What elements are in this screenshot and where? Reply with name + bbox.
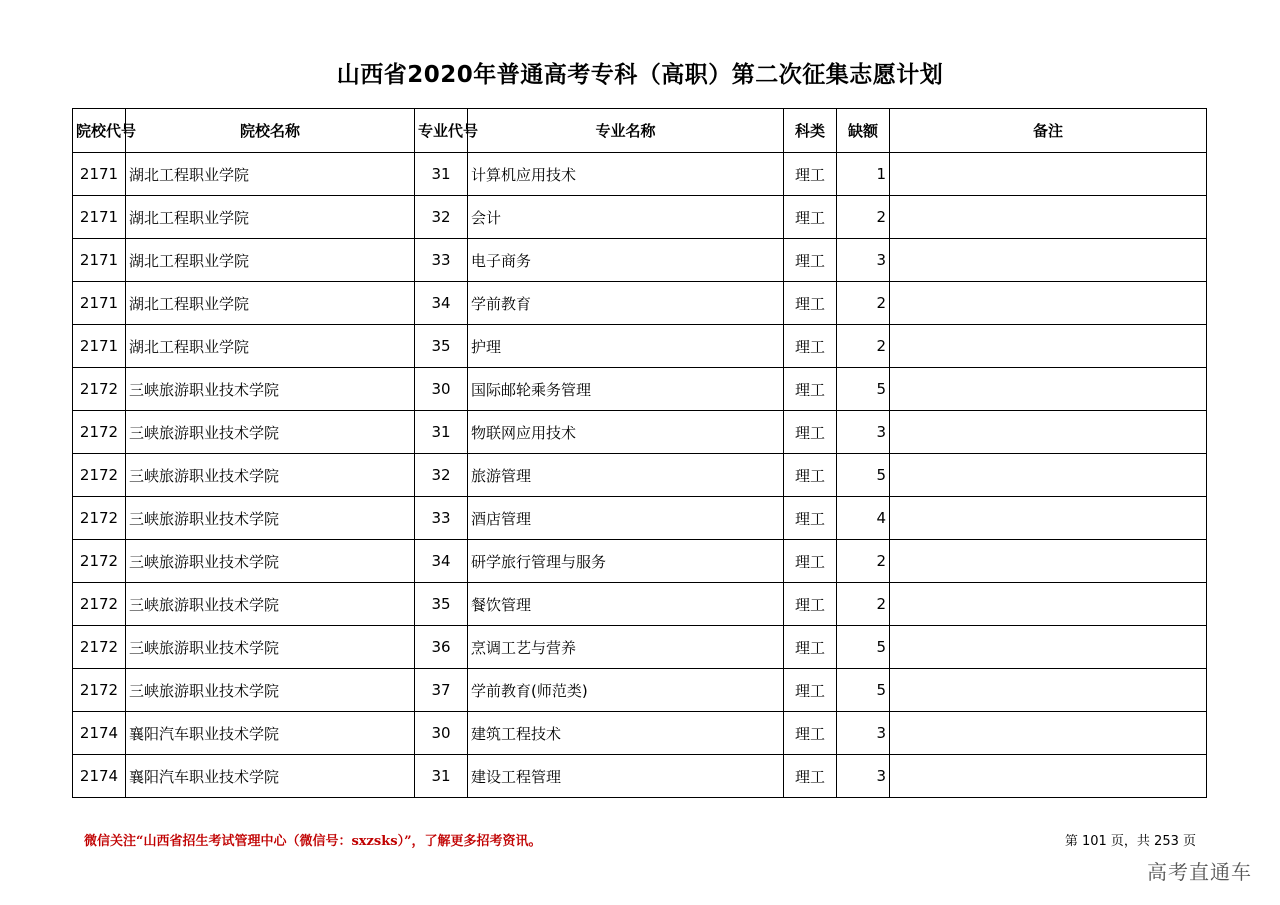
table-row xyxy=(73,669,1207,712)
table-header-row xyxy=(73,109,1207,153)
cell-vacancy: 2 xyxy=(837,583,890,626)
cell-major-code: 33 xyxy=(415,239,468,282)
cell-vacancy: 3 xyxy=(837,755,890,798)
cell-remarks xyxy=(890,454,1207,497)
cell-category: 理工 xyxy=(784,540,837,583)
cell-vacancy: 2 xyxy=(837,196,890,239)
table-row xyxy=(73,411,1207,454)
cell-category: 理工 xyxy=(784,368,837,411)
cell-remarks xyxy=(890,196,1207,239)
table-row xyxy=(73,282,1207,325)
cell-school-name: 襄阳汽车职业技术学院 xyxy=(126,755,415,798)
cell-major-code: 30 xyxy=(415,712,468,755)
cell-major-name: 会计 xyxy=(468,196,784,239)
cell-remarks xyxy=(890,239,1207,282)
cell-remarks xyxy=(890,669,1207,712)
page-title: 山西省2020年普通高考专科（高职）第二次征集志愿计划 xyxy=(336,62,944,88)
cell-school-name: 三峡旅游职业技术学院 xyxy=(126,583,415,626)
table-row xyxy=(73,239,1207,282)
cell-school-code: 2172 xyxy=(73,626,126,669)
wechat-notice: 微信关注“山西省招生考试管理中心（微信号：sxzsks）”，了解更多招考资讯。 xyxy=(84,834,542,849)
header-school-code: 院校代号 xyxy=(73,109,126,153)
cell-school-code: 2171 xyxy=(73,196,126,239)
cell-major-code: 37 xyxy=(415,669,468,712)
cell-category: 理工 xyxy=(784,669,837,712)
cell-major-name: 烹调工艺与营养 xyxy=(468,626,784,669)
cell-category: 理工 xyxy=(784,755,837,798)
cell-vacancy: 5 xyxy=(837,626,890,669)
cell-remarks xyxy=(890,755,1207,798)
cell-school-code: 2174 xyxy=(73,755,126,798)
cell-remarks xyxy=(890,583,1207,626)
cell-school-code: 2172 xyxy=(73,368,126,411)
cell-school-code: 2174 xyxy=(73,712,126,755)
cell-remarks xyxy=(890,411,1207,454)
watermark: 高考直通车 xyxy=(1147,860,1252,884)
cell-major-name: 建设工程管理 xyxy=(468,755,784,798)
cell-vacancy: 2 xyxy=(837,325,890,368)
cell-category: 理工 xyxy=(784,411,837,454)
cell-remarks xyxy=(890,325,1207,368)
cell-school-name: 湖北工程职业学院 xyxy=(126,196,415,239)
cell-school-code: 2172 xyxy=(73,583,126,626)
cell-school-code: 2171 xyxy=(73,153,126,196)
cell-major-code: 31 xyxy=(415,755,468,798)
table-row xyxy=(73,540,1207,583)
cell-school-name: 湖北工程职业学院 xyxy=(126,325,415,368)
cell-school-name: 湖北工程职业学院 xyxy=(126,153,415,196)
table-row xyxy=(73,583,1207,626)
cell-school-code: 2171 xyxy=(73,282,126,325)
table-row xyxy=(73,153,1207,196)
cell-major-name: 餐饮管理 xyxy=(468,583,784,626)
cell-school-name: 湖北工程职业学院 xyxy=(126,282,415,325)
cell-major-code: 36 xyxy=(415,626,468,669)
cell-school-code: 2171 xyxy=(73,239,126,282)
cell-major-code: 31 xyxy=(415,411,468,454)
cell-major-name: 旅游管理 xyxy=(468,454,784,497)
cell-major-name: 学前教育 xyxy=(468,282,784,325)
cell-major-name: 计算机应用技术 xyxy=(468,153,784,196)
page-info: 第 101 页，共 253 页 xyxy=(1064,834,1196,849)
cell-remarks xyxy=(890,497,1207,540)
cell-major-name: 建筑工程技术 xyxy=(468,712,784,755)
cell-category: 理工 xyxy=(784,626,837,669)
cell-major-name: 国际邮轮乘务管理 xyxy=(468,368,784,411)
cell-vacancy: 5 xyxy=(837,368,890,411)
table-row xyxy=(73,325,1207,368)
cell-major-name: 学前教育(师范类) xyxy=(468,669,784,712)
cell-major-code: 30 xyxy=(415,368,468,411)
cell-school-name: 三峡旅游职业技术学院 xyxy=(126,368,415,411)
cell-vacancy: 3 xyxy=(837,411,890,454)
cell-remarks xyxy=(890,540,1207,583)
cell-school-name: 三峡旅游职业技术学院 xyxy=(126,626,415,669)
cell-category: 理工 xyxy=(784,153,837,196)
cell-school-name: 三峡旅游职业技术学院 xyxy=(126,540,415,583)
cell-major-code: 31 xyxy=(415,153,468,196)
header-major-name: 专业名称 xyxy=(468,109,784,153)
header-vacancy: 缺额 xyxy=(837,109,890,153)
cell-major-code: 34 xyxy=(415,540,468,583)
cell-major-code: 33 xyxy=(415,497,468,540)
table-row xyxy=(73,755,1207,798)
cell-vacancy: 4 xyxy=(837,497,890,540)
cell-remarks xyxy=(890,368,1207,411)
cell-major-code: 35 xyxy=(415,325,468,368)
header-remarks: 备注 xyxy=(890,109,1207,153)
cell-major-name: 电子商务 xyxy=(468,239,784,282)
table-row xyxy=(73,454,1207,497)
cell-category: 理工 xyxy=(784,497,837,540)
cell-category: 理工 xyxy=(784,196,837,239)
cell-category: 理工 xyxy=(784,239,837,282)
cell-major-code: 32 xyxy=(415,196,468,239)
cell-school-name: 三峡旅游职业技术学院 xyxy=(126,669,415,712)
enrollment-plan-table xyxy=(72,108,1207,798)
cell-school-code: 2171 xyxy=(73,325,126,368)
cell-major-code: 32 xyxy=(415,454,468,497)
cell-school-code: 2172 xyxy=(73,411,126,454)
cell-school-name: 襄阳汽车职业技术学院 xyxy=(126,712,415,755)
cell-school-code: 2172 xyxy=(73,669,126,712)
cell-major-name: 研学旅行管理与服务 xyxy=(468,540,784,583)
cell-vacancy: 3 xyxy=(837,239,890,282)
cell-remarks xyxy=(890,153,1207,196)
cell-school-name: 三峡旅游职业技术学院 xyxy=(126,454,415,497)
cell-category: 理工 xyxy=(784,325,837,368)
cell-major-code: 34 xyxy=(415,282,468,325)
table-row xyxy=(73,196,1207,239)
cell-school-code: 2172 xyxy=(73,454,126,497)
header-major-code: 专业代号 xyxy=(415,109,468,153)
cell-school-name: 三峡旅游职业技术学院 xyxy=(126,497,415,540)
cell-school-name: 湖北工程职业学院 xyxy=(126,239,415,282)
cell-category: 理工 xyxy=(784,282,837,325)
cell-major-name: 物联网应用技术 xyxy=(468,411,784,454)
cell-vacancy: 3 xyxy=(837,712,890,755)
table-row xyxy=(73,368,1207,411)
cell-category: 理工 xyxy=(784,583,837,626)
cell-remarks xyxy=(890,282,1207,325)
header-category: 科类 xyxy=(784,109,837,153)
cell-vacancy: 5 xyxy=(837,454,890,497)
cell-vacancy: 5 xyxy=(837,669,890,712)
header-school-name: 院校名称 xyxy=(126,109,415,153)
cell-school-code: 2172 xyxy=(73,497,126,540)
cell-remarks xyxy=(890,626,1207,669)
cell-remarks xyxy=(890,712,1207,755)
cell-major-name: 酒店管理 xyxy=(468,497,784,540)
cell-major-code: 35 xyxy=(415,583,468,626)
cell-category: 理工 xyxy=(784,454,837,497)
table-row xyxy=(73,626,1207,669)
cell-vacancy: 2 xyxy=(837,540,890,583)
cell-vacancy: 1 xyxy=(837,153,890,196)
cell-category: 理工 xyxy=(784,712,837,755)
cell-major-name: 护理 xyxy=(468,325,784,368)
cell-vacancy: 2 xyxy=(837,282,890,325)
table-row xyxy=(73,712,1207,755)
cell-school-code: 2172 xyxy=(73,540,126,583)
table-row xyxy=(73,497,1207,540)
cell-school-name: 三峡旅游职业技术学院 xyxy=(126,411,415,454)
